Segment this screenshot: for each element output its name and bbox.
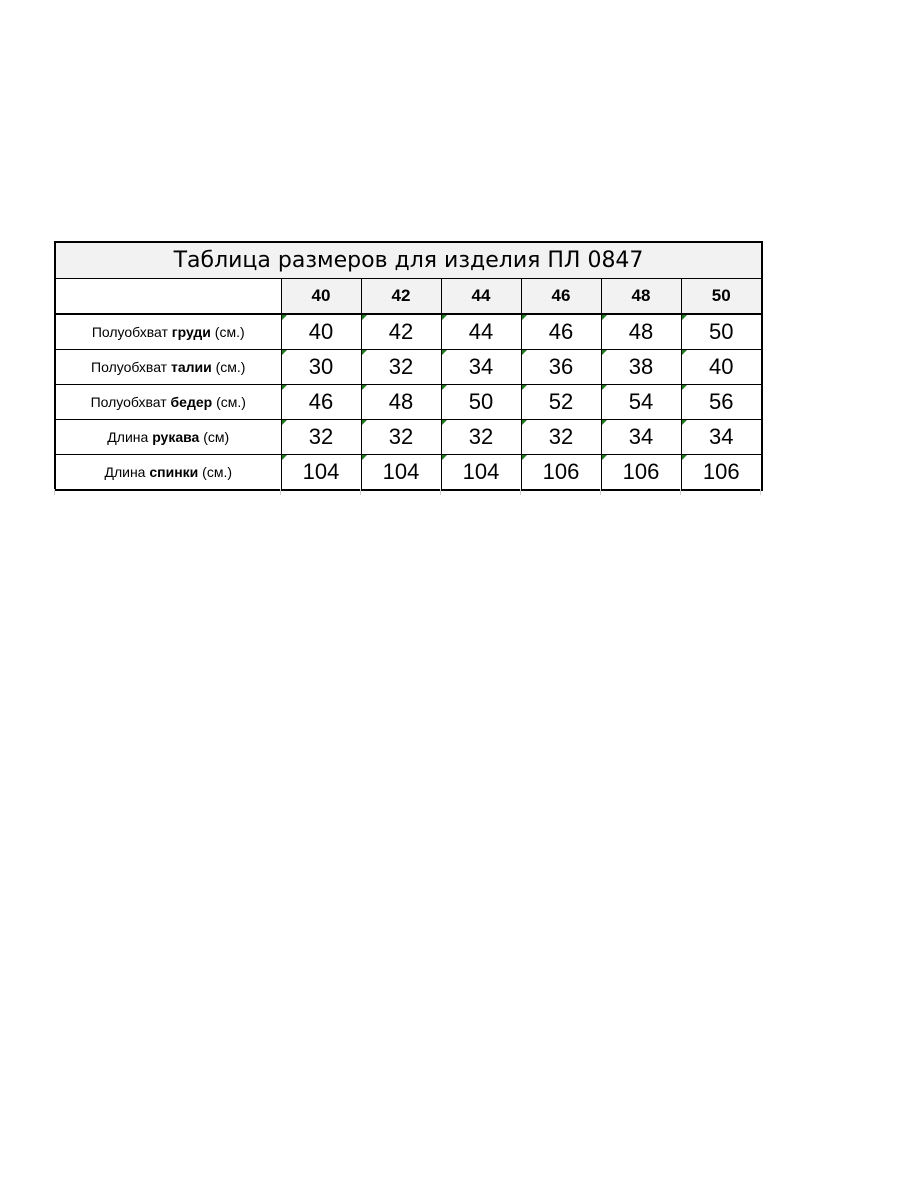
value-cell: 36 — [521, 350, 601, 385]
size-header-cell: 44 — [441, 279, 521, 315]
gridline-stub — [360, 489, 361, 495]
row-label: Длина спинки (см.) — [55, 455, 281, 491]
value-cell: 52 — [521, 385, 601, 420]
table-row-hips — [55, 385, 762, 420]
value-cell: 106 — [521, 455, 601, 491]
size-header-cell: 50 — [681, 279, 762, 315]
row-label: Полуобхват груди (см.) — [55, 314, 281, 350]
value-cell: 34 — [441, 350, 521, 385]
row-label: Длина рукава (см) — [55, 420, 281, 455]
value-cell: 54 — [601, 385, 681, 420]
value-cell: 106 — [681, 455, 762, 491]
value-cell: 32 — [521, 420, 601, 455]
gridline-stub — [520, 489, 521, 495]
value-cell: 32 — [441, 420, 521, 455]
table-row-waist — [55, 350, 762, 385]
value-cell: 56 — [681, 385, 762, 420]
value-cell: 40 — [281, 314, 361, 350]
gridline-stub — [600, 489, 601, 495]
table-title: Таблица размеров для изделия ПЛ 0847 — [55, 242, 762, 279]
value-cell: 38 — [601, 350, 681, 385]
value-cell: 32 — [361, 420, 441, 455]
size-header-cell: 48 — [601, 279, 681, 315]
gridline-stub — [680, 489, 681, 495]
value-cell: 32 — [361, 350, 441, 385]
value-cell: 104 — [281, 455, 361, 491]
value-cell: 32 — [281, 420, 361, 455]
size-header-cell: 46 — [521, 279, 601, 315]
row-label: Полуобхват бедер (см.) — [55, 385, 281, 420]
value-cell: 46 — [281, 385, 361, 420]
value-cell: 46 — [521, 314, 601, 350]
size-header-row — [55, 279, 762, 315]
value-cell: 30 — [281, 350, 361, 385]
value-cell: 44 — [441, 314, 521, 350]
table-row-chest — [55, 314, 762, 350]
value-cell: 48 — [601, 314, 681, 350]
value-cell: 104 — [361, 455, 441, 491]
value-cell: 106 — [601, 455, 681, 491]
value-cell: 50 — [441, 385, 521, 420]
gridline-stub — [54, 489, 55, 495]
value-cell: 34 — [681, 420, 762, 455]
table-row-sleeve — [55, 420, 762, 455]
gridline-stub — [760, 489, 761, 495]
row-label: Полуобхват талии (см.) — [55, 350, 281, 385]
size-header-cell: 42 — [361, 279, 441, 315]
gridline-stub — [440, 489, 441, 495]
value-cell: 50 — [681, 314, 762, 350]
size-chart-table — [54, 241, 763, 491]
value-cell: 42 — [361, 314, 441, 350]
table-row-back — [55, 455, 762, 491]
value-cell: 104 — [441, 455, 521, 491]
empty-header-cell — [55, 279, 281, 315]
gridline-stub — [280, 489, 281, 495]
size-header-cell: 40 — [281, 279, 361, 315]
value-cell: 40 — [681, 350, 762, 385]
value-cell: 34 — [601, 420, 681, 455]
value-cell: 48 — [361, 385, 441, 420]
